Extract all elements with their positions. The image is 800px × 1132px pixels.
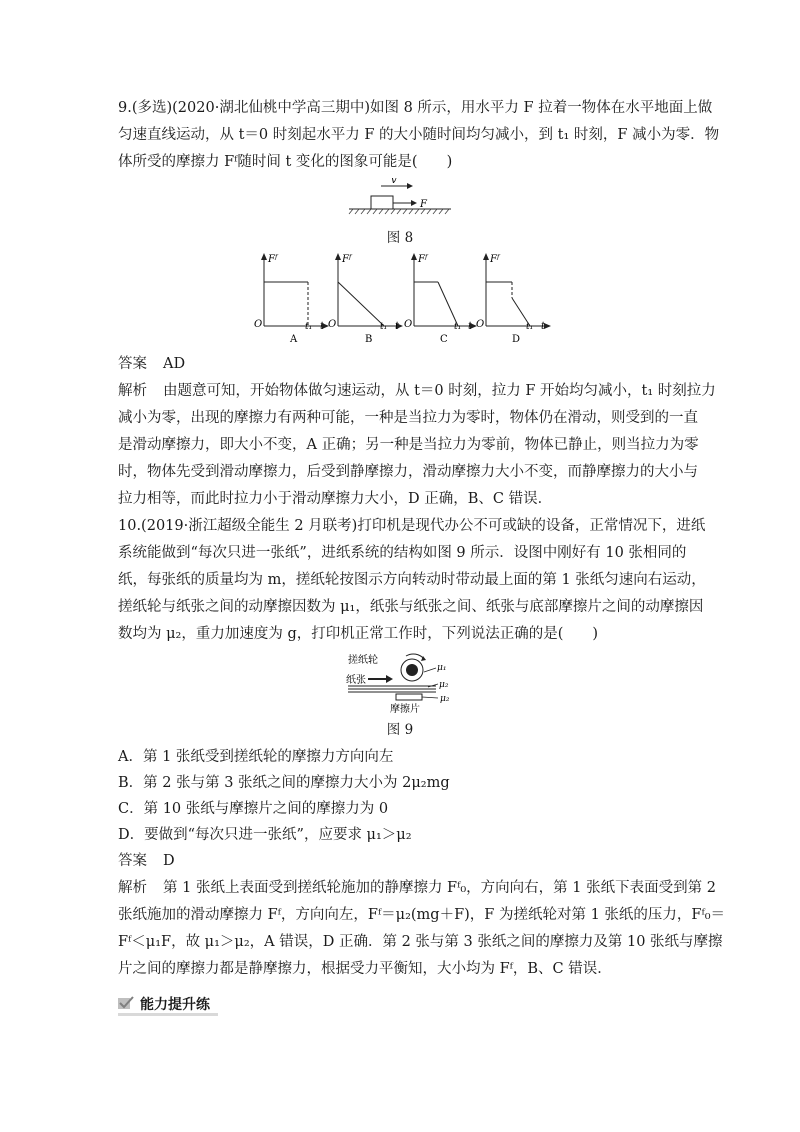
q9-answer	[118, 352, 185, 376]
graph-b-origin: O	[328, 319, 337, 330]
graph-a-t: t	[320, 321, 325, 332]
graph-d-y-label: Fᶠ	[490, 254, 500, 265]
graph-c-t: t	[468, 321, 473, 332]
fig9-mu1: μ₁	[437, 663, 447, 673]
graph-c-origin: O	[404, 319, 413, 330]
graph-c-t1: t₁	[454, 322, 462, 332]
graph-a	[254, 253, 329, 345]
q10-line-5: 数均为 μ₂，重力加速度为 g，打印机正常工作时，下列说法正确的是( )	[118, 626, 599, 642]
q9-analysis-text-1: 由题意可知，开始物体做匀速运动，从 t＝0 时刻，拉力 F 开始均匀减小，t₁ 时刻拉力	[163, 383, 716, 399]
figure-8-caption: 图 8	[386, 230, 414, 246]
section-underline	[118, 1013, 218, 1016]
graph-a-y-label: Fᶠ	[268, 254, 278, 265]
q10-answer	[118, 849, 175, 873]
graph-c	[404, 253, 477, 345]
q10-option-c: C．第 10 张纸与摩擦片之间的摩擦力为 0	[118, 801, 389, 817]
q9-analysis-line-3: 是滑动摩擦力，即大小不变，A 正确；另一种是当拉力为零前，物体已静止，则当拉力为零	[118, 437, 699, 453]
graph-d	[476, 253, 551, 345]
graph-d-origin: O	[476, 319, 485, 330]
graph-d-label: D	[512, 334, 521, 345]
figure-8-block	[345, 178, 455, 218]
q10-analysis-line-1	[118, 876, 716, 900]
fig9-mu2-upper: μ₂	[439, 680, 449, 690]
graph-b-y-label: Fᶠ	[342, 254, 352, 265]
q9-answer-label: 答案	[118, 356, 147, 372]
q10-analysis-line-2: 张纸施加的滑动摩擦力 Fᶠ，方向向左，Fᶠ＝μ₂(mg＋F)，F 为搓纸轮对第 1 张纸的压力，Fᶠ₀＝	[118, 907, 726, 923]
graph-a-label: A	[290, 334, 298, 345]
q10-analysis-line-3: Fᶠ＜μ₁F，故 μ₁＞μ₂，A 错误，D 正确．第 2 张与第 3 张纸之间的摩擦力及第 10 张纸与摩擦	[118, 934, 723, 950]
section-heading	[118, 994, 218, 1016]
q9-line-2: 匀速直线运动，从 t＝0 时刻起水平力 F 的大小随时间均匀减小，到 t₁ 时刻，F 减小为零．物	[118, 127, 720, 143]
q9-analysis-line-2: 减小为零，出现的摩擦力有两种可能，一种是当拉力为零时，物体仍在滑动，则受到的一直	[118, 410, 698, 426]
q10-analysis-text-1: 第 1 张纸上表面受到搓纸轮施加的静摩擦力 Fᶠ₀，方向向右，第 1 张纸下表面受到第 2	[163, 880, 716, 896]
q9-analysis-line-1	[118, 379, 716, 403]
fig9-roller-label: 搓纸轮	[348, 655, 378, 666]
q9-analysis-line-4: 时，物体先受到滑动摩擦力，后受到静摩擦力，滑动摩擦力大小不变，而静摩擦力的大小与	[118, 464, 698, 480]
graph-a-t1: t₁	[305, 322, 313, 332]
q9-analysis-label: 解析	[118, 383, 147, 399]
graph-b-t1: t₁	[380, 322, 388, 332]
graph-d-t: t	[541, 321, 546, 332]
fig9-pad-label: 摩擦片	[390, 704, 420, 714]
q10-line-1: 10.(2019·浙江超级全能生 2 月联考)打印机是现代办公不可或缺的设备，正常情况下，进纸	[118, 518, 706, 534]
q10-line-2: 系统能做到“每次只进一张纸”，进纸系统的结构如图 9 所示．设图中刚好有 10 张相同的	[118, 545, 687, 561]
figure-9-caption: 图 9	[386, 722, 414, 738]
q10-answer-label: 答案	[118, 853, 147, 869]
q10-line-4: 搓纸轮与纸张之间的动摩擦因数为 μ₁，纸张与纸张之间、纸张与底部摩擦片之间的动摩擦因	[118, 599, 704, 615]
q9-line-3: 体所受的摩擦力 Fᶠ随时间 t 变化的图象可能是( )	[118, 154, 453, 170]
q10-analysis-label: 解析	[118, 880, 147, 896]
fig9-mu2-lower: μ₂	[440, 694, 450, 704]
q10-answer-value: D	[163, 853, 175, 869]
graph-d-t1: t₁	[526, 322, 534, 332]
q9-line-1: 9.(多选)(2020·湖北仙桃中学高三期中)如图 8 所示，用水平力 F 拉着一物体在水平地面上做	[118, 100, 713, 116]
figure-8-graphs	[250, 250, 560, 345]
q9-analysis-line-5: 拉力相等，而此时拉力小于滑动摩擦力大小，D 正确，B、C 错误．	[118, 491, 553, 507]
fig8-v-label: v	[391, 178, 397, 186]
q10-line-3: 纸，每张纸的质量均为 m，搓纸轮按图示方向转动时带动最上面的第 1 张纸匀速向右运动，	[118, 572, 706, 588]
fig9-paper-label: 纸张	[346, 675, 366, 686]
figure-9-printer	[340, 652, 470, 714]
q10-analysis-line-4: 片之间的摩擦力都是静摩擦力，根据受力平衡知，大小均为 Fᶠ，B、C 错误．	[118, 961, 612, 977]
graph-b-t: t	[395, 321, 400, 332]
graph-c-y-label: Fᶠ	[418, 254, 428, 265]
section-title: 能力提升练	[140, 997, 210, 1013]
checkmark-icon	[118, 996, 134, 1010]
q10-option-d: D．要做到“每次只进一张纸”，应要求 μ₁＞μ₂	[118, 827, 412, 843]
graph-b-label: B	[365, 334, 373, 345]
graph-a-origin: O	[254, 319, 263, 330]
fig8-F-label: F	[420, 199, 427, 210]
q10-option-a: A．第 1 张纸受到搓纸轮的摩擦力方向向左	[118, 749, 394, 765]
q9-answer-value: AD	[163, 356, 186, 372]
graph-c-label: C	[440, 334, 448, 345]
q10-option-b: B．第 2 张与第 3 张纸之间的摩擦力大小为 2μ₂mg	[118, 775, 450, 791]
graph-b	[328, 253, 403, 345]
